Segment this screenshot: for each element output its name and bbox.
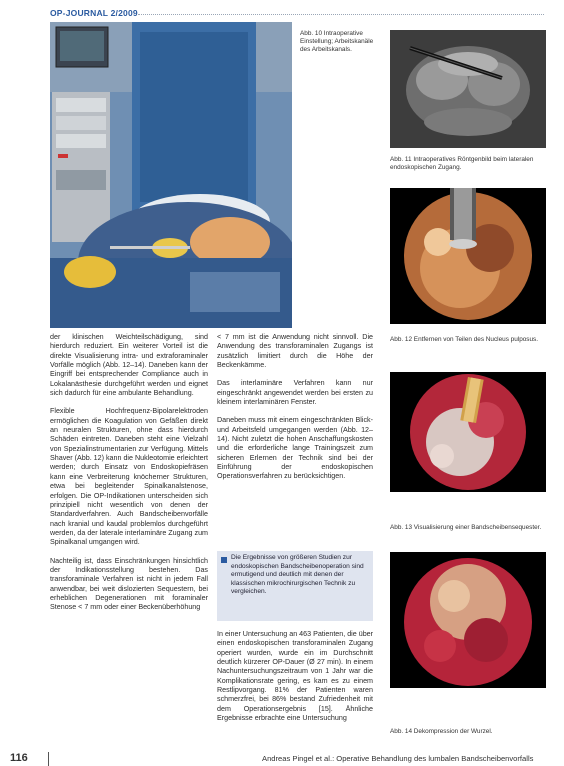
paragraph: Daneben muss mit einem eingeschränkten Blick- und Arbeitsfeld umgegangen werden (Abb. 12–14). Nicht zuletzt die hohen Anschaffungskosten und die erforderliche lange Trainingszeit zum sicheren Erlernen der Technik sind bei der Einführung der endoskopischen Operationsverfahren zu berücksichtigen. (217, 416, 373, 481)
figure-12-endoscopy (390, 188, 546, 324)
paragraph: Nachteilig ist, dass Einschränkungen hinsichtlich der Indikationsstellung bestehen. Das transforaminale Verfahren ist nicht in jedem Fall anwendbar, bei weit dislozierten Sequestern, bei erheblichen Degenerationen mit foraminaler Stenose < 7 mm oder einer Beckenüberhöhung (50, 556, 208, 612)
figure-14-endoscopy (390, 552, 546, 688)
paragraph: Das interlaminäre Verfahren kann nur eingeschränkt angewendet werden bei ersten zu kleinem interlaminären Fenster. (217, 379, 373, 407)
figure-13-caption: Abb. 13 Visualisierung einer Bandscheibensequester. (390, 524, 542, 531)
paragraph: der klinischen Weichteilschädigung, sind hierdurch reduziert. Ein weiterer Vorteil ist die direkte Visualisierung intra- und extraforaminaler Vorfälle möglich (Abb. 12–14). Daneben kann der Eingriff bei entsprechender Compliance auch in Lokalanästhesie durchgeführt werden und eignet sich dadurch für eine ambulante Behandlung. (50, 333, 208, 398)
header-divider (138, 14, 544, 15)
paragraph: In einer Untersuchung an 463 Patienten, die über einen endoskopischen transforaminalen Zugang operiert wurden, wurde ein im Durchschnitt deutlich kürzerer OP-Dauer (Ø 27 min). In einem Nachuntersuchungszeitraum von 1 Jahr war die Komplikationsrate gering, es kam es zu einem Restlipvorgang. 81% der Patienten waren schmerzfrei, bei 86% bestand Zufriedenheit mit dem Operationsergebnis [15]. Ähnliche Ergebnisse erbrachte eine Untersuchung (217, 630, 374, 723)
text-column-2-lower (217, 630, 373, 723)
text-column-1 (50, 333, 208, 613)
journal-header: OP-JOURNAL 2/2009 (50, 8, 138, 18)
footer-divider (48, 752, 49, 766)
highlight-box (217, 551, 373, 621)
page-number: 116 (10, 752, 28, 764)
figure-14-caption: Abb. 14 Dekompression der Wurzel. (390, 728, 493, 735)
paragraph: Flexible Hochfrequenz-Bipolarelektroden ermöglichen die Koagulation von Gefäßen direkt an neuralen Strukturen, ohne dass hierdurch Schäden eintreten. Daneben steht eine Vielzahl von Spezialinstrumentarien zur Verfügung. Mittels Shaver (Abb. 12) kann die Nukleotomie erleichtert werden; durch Einsatz von Endoskopiefräsen kann eine Verbreiterung knöcherner Strukturen, etwa bei begleitender Spinalkanalstenose, erfolgen. Die OP-Indikationen unterscheiden sich prinzipiell nicht wesentlich von denen der Standardverfahren. Auch Bandscheibenvorfälle nach kranial und kaudal problemlos durchgeführt werden, da der laterale interlaminäre Zugang zum Spinalkanal umgangen wird. (50, 407, 208, 547)
paragraph: < 7 mm ist die Anwendung nicht sinnvoll. Die Anwendung des transforaminalen Zugangs ist zusätzlich limitiert durch die Höhe der Beckenkämme. (217, 333, 373, 370)
figure-11-caption: Abb. 11 Intraoperatives Röntgenbild beim lateralen endoskopischen Zugang. (390, 156, 534, 172)
figure-11-xray (390, 30, 546, 148)
text-column-2 (217, 333, 373, 482)
highlight-text: Die Ergebnisse von größeren Studien zur endoskopischen Bandscheibenoperation sind ermutigend und deutlich mit denen der klassischen mikrochirurgischen Technik zu vergleichen. (231, 554, 364, 596)
figure-13-endoscopy (390, 372, 546, 492)
footer-citation: Andreas Pingel et al.: Operative Behandlung des lumbalen Bandscheibenvorfalls (262, 754, 534, 763)
figure-12-caption: Abb. 12 Entfernen von Teilen des Nucleus pulposus. (390, 336, 539, 343)
figure-10-photo (50, 22, 292, 328)
bullet-square-icon (221, 557, 227, 563)
figure-10-caption: Abb. 10 Intraoperative Einstellung; Arbeitskanäle des Arbeitskanals. (300, 30, 374, 54)
